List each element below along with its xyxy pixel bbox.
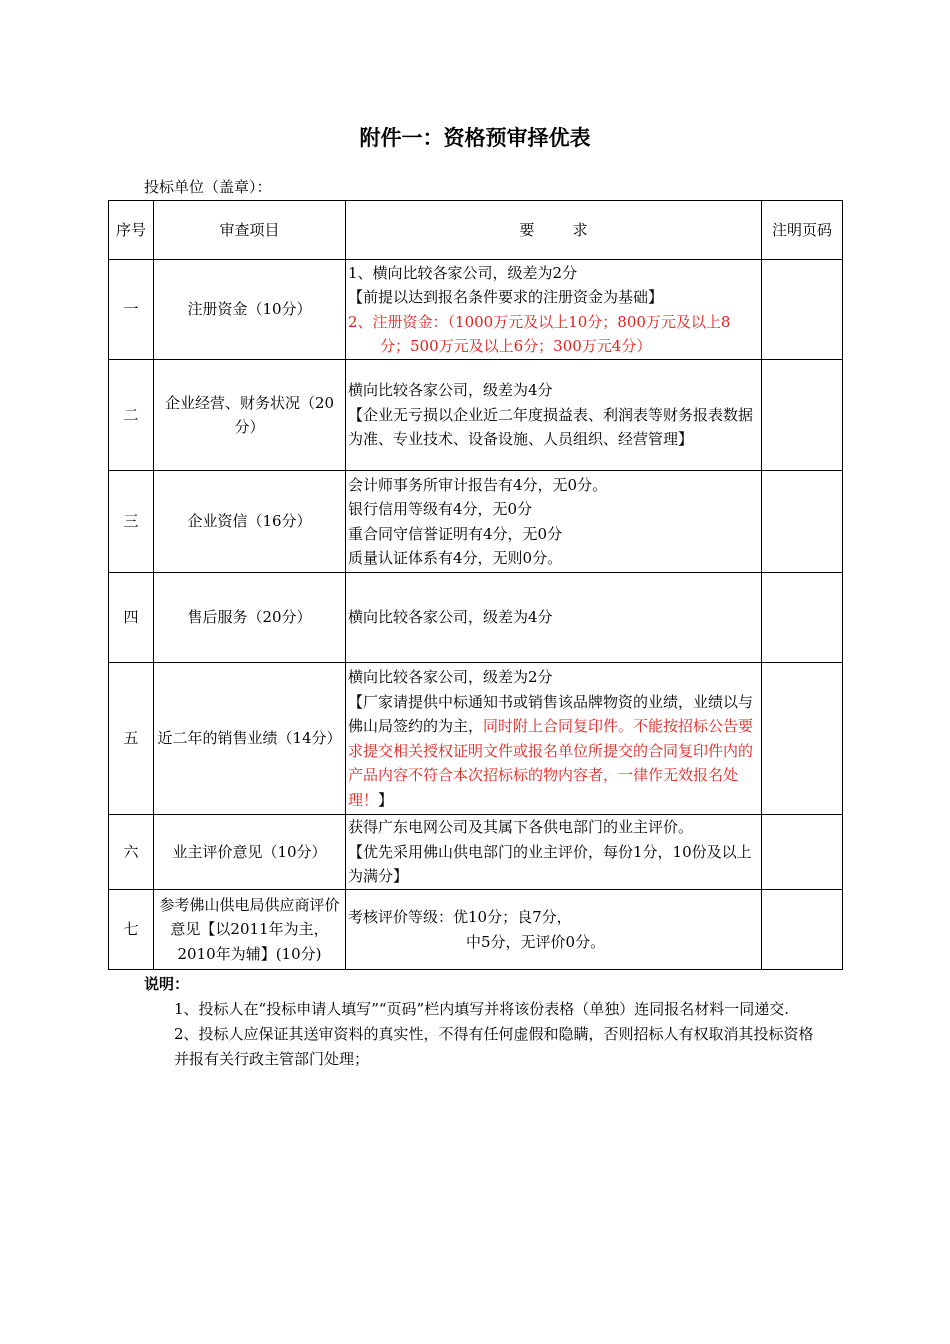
row-number: 七: [109, 890, 154, 970]
requirement-line: 横向比较各家公司，级差为4分: [348, 381, 553, 400]
requirement: [346, 360, 762, 471]
requirement-line: 2、注册资金：（1000万元及以上10分；800万元及以上8: [348, 312, 731, 331]
bidder-label: 投标单位（盖章）：: [144, 178, 272, 196]
requirement-line: 【厂家请提供中标通知书或销售该品牌物资的业绩，业绩以与佛山局签约的为主，: [348, 692, 754, 735]
review-item: 业主评价意见（10分）: [154, 815, 346, 890]
page-number-cell[interactable]: [762, 471, 843, 573]
prequalification-table: [108, 200, 843, 970]
header-no: 序号: [109, 201, 154, 260]
review-item: 企业经营、财务状况（20分）: [154, 360, 346, 471]
page-number-cell[interactable]: [762, 815, 843, 890]
page-number-cell[interactable]: [762, 260, 843, 360]
table-row: [109, 890, 843, 970]
requirement-line: 【优先采用佛山供电部门的业主评价，每份1分，10份及以上为满分】: [348, 842, 752, 886]
table-row: [109, 573, 843, 663]
row-number: 一: [109, 260, 154, 360]
requirement: [346, 663, 762, 815]
requirement: [346, 890, 762, 970]
requirement: [346, 471, 762, 573]
header-requirement: 要 求: [346, 201, 762, 260]
requirement: [346, 260, 762, 360]
review-item: 近二年的销售业绩（14分）: [154, 663, 346, 815]
requirement-line: 横向比较各家公司，级差为2分: [348, 668, 553, 686]
table-row: [109, 260, 843, 360]
review-item: 注册资金（10分）: [154, 260, 346, 360]
table-row: [109, 360, 843, 471]
requirement-line: 分；500万元及以上6分；300万元4分）: [380, 337, 652, 355]
requirement-line: 【企业无亏损以企业近二年度损益表、利润表等财务报表数据为准、专业技术、设备设施、人员组织、经营管理】: [348, 405, 754, 449]
notes-section: [144, 972, 824, 1072]
note-item: 1、投标人在“投标申请人填写”“页码”栏内填写并将该份表格（单独）连同报名材料一同递交.: [174, 1000, 789, 1018]
requirement-line: 获得广东电网公司及其属下各供电部门的业主评价。: [348, 818, 694, 837]
requirement-line: 同时附上合同复印件。不能按招标公告要求提交相关授权证明文件或报名单位所提交的合同复印件内的产品内容不符合本次招标标的物内容者，一律作无效报名处理！: [348, 717, 754, 809]
requirement-line: 【前提以达到报名条件要求的注册资金为基础】: [348, 288, 664, 306]
row-number: 三: [109, 471, 154, 573]
header-page: 注明页码: [762, 201, 843, 260]
row-number: 六: [109, 815, 154, 890]
review-item: 参考佛山供电局供应商评价意见【以2011年为主，2010年为辅】(10分): [154, 890, 346, 970]
page-number-cell[interactable]: [762, 360, 843, 471]
requirement: [346, 815, 762, 890]
table-row: [109, 663, 843, 815]
page-number-cell[interactable]: [762, 573, 843, 663]
requirement-line: 1、横向比较各家公司，级差为2分: [348, 263, 578, 282]
page-title: 附件一：资格预审择优表: [359, 126, 591, 150]
header-item: 审查项目: [154, 201, 346, 260]
requirement-line: 】: [378, 790, 394, 809]
table-row: [109, 815, 843, 890]
row-number: 五: [109, 663, 154, 815]
table-header-row: [109, 201, 843, 260]
note-item: 2、投标人应保证其送审资料的真实性，不得有任何虚假和隐瞒，否则招标人有权取消其投标资格并报有关行政主管部门处理；: [174, 1025, 814, 1068]
row-number: 四: [109, 573, 154, 663]
requirement: [346, 573, 762, 663]
requirement-line: 会计师事务所审计报告有4分，无0分。: [348, 475, 608, 494]
requirement-line: 质量认证体系有4分，无则0分。: [348, 549, 563, 567]
review-item: 企业资信（16分）: [154, 471, 346, 573]
table-row: [109, 471, 843, 573]
requirement-line: 中5分，无评价0分。: [466, 932, 606, 951]
requirement-line: 考核评价等级：优10分；良7分，: [348, 908, 572, 926]
requirement-line: 重合同守信誉证明有4分，无0分: [348, 524, 563, 543]
requirement-line: 银行信用等级有4分，无0分: [348, 500, 533, 518]
review-item: 售后服务（20分）: [154, 573, 346, 663]
row-number: 二: [109, 360, 154, 471]
page-number-cell[interactable]: [762, 663, 843, 815]
requirement-line: 横向比较各家公司，级差为4分: [348, 608, 553, 627]
notes-heading: 说明：: [144, 975, 190, 993]
page-number-cell[interactable]: [762, 890, 843, 970]
